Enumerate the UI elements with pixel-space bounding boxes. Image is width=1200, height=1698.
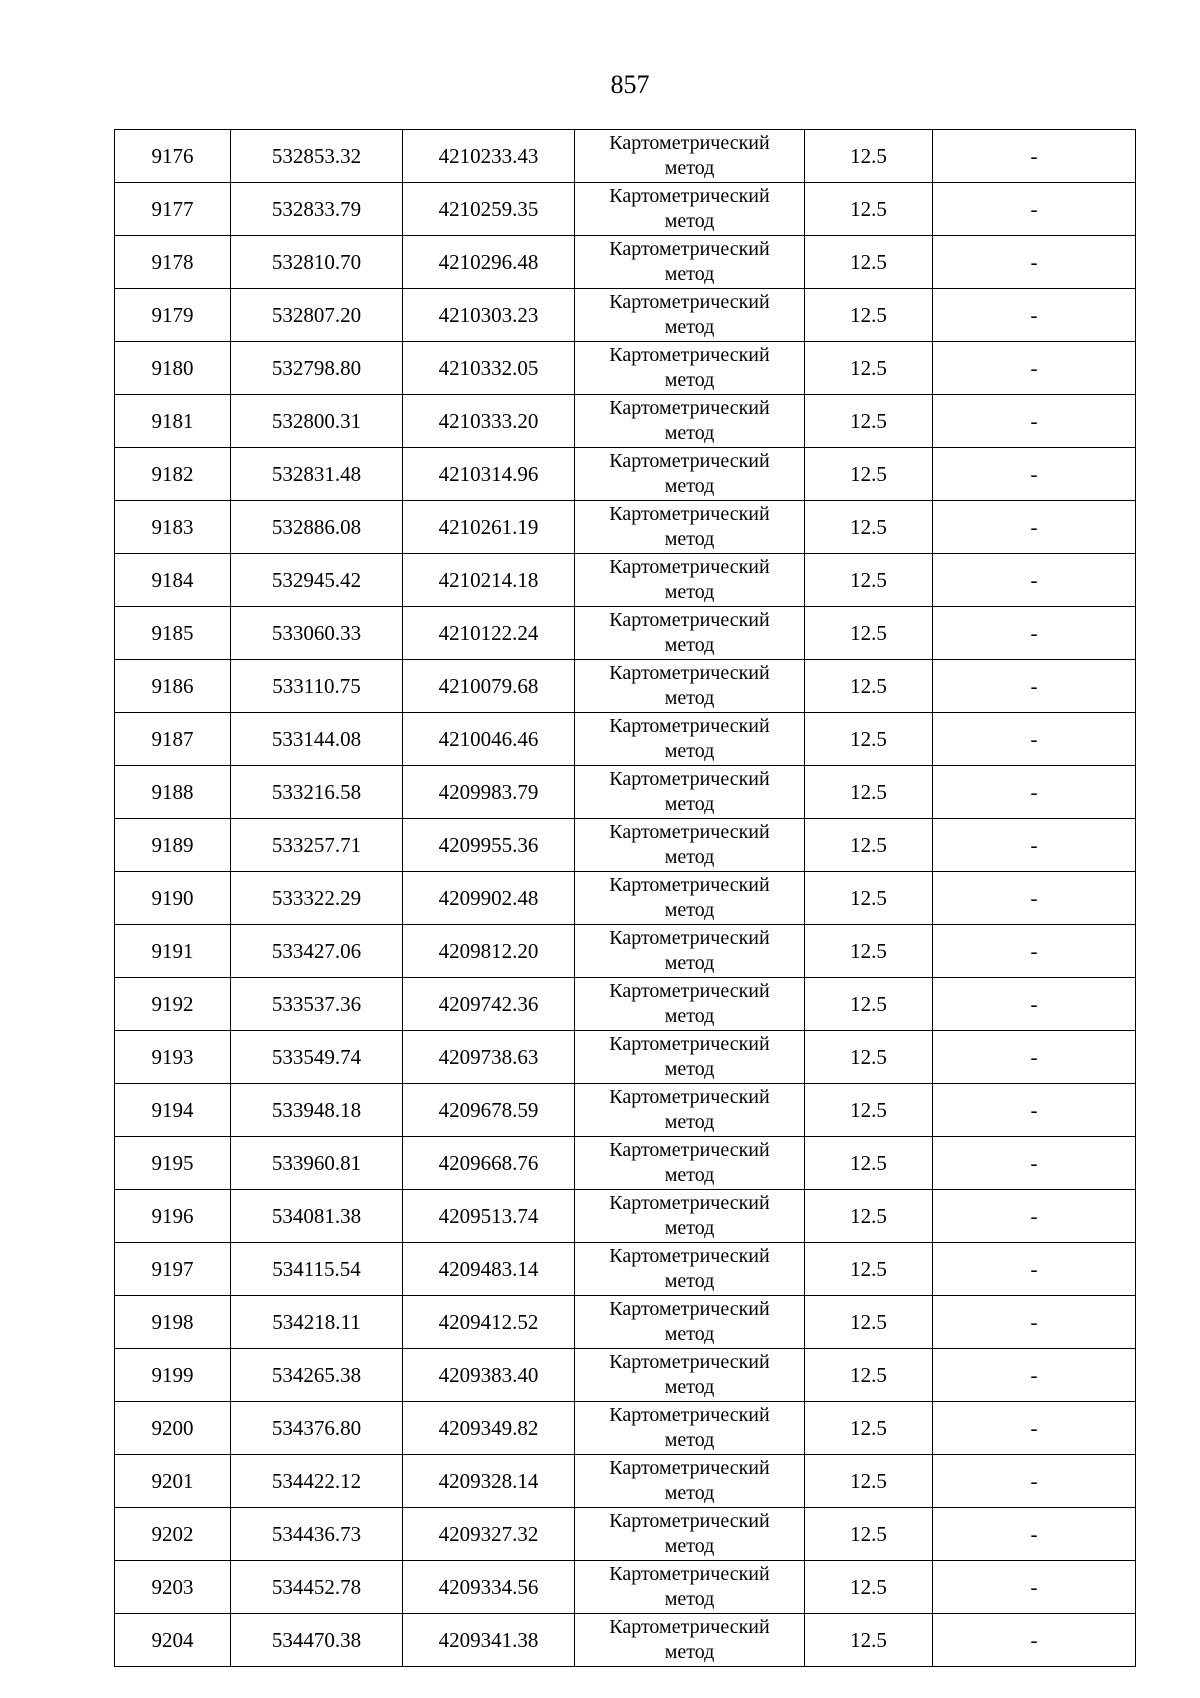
point-number-cell: 9180 bbox=[115, 342, 231, 395]
accuracy-cell: 12.5 bbox=[805, 501, 933, 554]
note-cell: - bbox=[933, 607, 1136, 660]
method-line-1: Картометрический bbox=[609, 1086, 770, 1108]
method-line-2: метод bbox=[664, 369, 715, 391]
method-cell bbox=[575, 395, 805, 448]
point-number-cell: 9186 bbox=[115, 660, 231, 713]
point-number-cell: 9191 bbox=[115, 925, 231, 978]
point-number-cell: 9189 bbox=[115, 819, 231, 872]
note-cell: - bbox=[933, 236, 1136, 289]
method-cell bbox=[575, 1455, 805, 1508]
method-line-1: Картометрический bbox=[609, 874, 770, 896]
note-cell: - bbox=[933, 501, 1136, 554]
point-number-cell: 9178 bbox=[115, 236, 231, 289]
accuracy-cell: 12.5 bbox=[805, 978, 933, 1031]
note-cell: - bbox=[933, 1243, 1136, 1296]
table-row bbox=[115, 395, 1136, 448]
method-cell bbox=[575, 236, 805, 289]
table-row bbox=[115, 713, 1136, 766]
x-coordinate-cell: 532800.31 bbox=[231, 395, 403, 448]
table-row bbox=[115, 872, 1136, 925]
x-coordinate-cell: 532810.70 bbox=[231, 236, 403, 289]
table-row bbox=[115, 1243, 1136, 1296]
method-line-2: метод bbox=[664, 793, 715, 815]
point-number-cell: 9204 bbox=[115, 1614, 231, 1667]
y-coordinate-cell: 4209341.38 bbox=[403, 1614, 575, 1667]
y-coordinate-cell: 4210333.20 bbox=[403, 395, 575, 448]
accuracy-cell: 12.5 bbox=[805, 130, 933, 183]
accuracy-cell: 12.5 bbox=[805, 1561, 933, 1614]
table-row bbox=[115, 1031, 1136, 1084]
accuracy-cell: 12.5 bbox=[805, 1349, 933, 1402]
accuracy-cell: 12.5 bbox=[805, 766, 933, 819]
note-cell: - bbox=[933, 872, 1136, 925]
point-number-cell: 9192 bbox=[115, 978, 231, 1031]
method-line-2: метод bbox=[664, 1058, 715, 1080]
table-row bbox=[115, 978, 1136, 1031]
accuracy-cell: 12.5 bbox=[805, 395, 933, 448]
note-cell: - bbox=[933, 1296, 1136, 1349]
accuracy-cell: 12.5 bbox=[805, 183, 933, 236]
accuracy-cell: 12.5 bbox=[805, 448, 933, 501]
table-row bbox=[115, 501, 1136, 554]
accuracy-cell: 12.5 bbox=[805, 819, 933, 872]
method-line-1: Картометрический bbox=[609, 1404, 770, 1426]
x-coordinate-cell: 534265.38 bbox=[231, 1349, 403, 1402]
method-line-2: метод bbox=[664, 952, 715, 974]
method-line-1: Картометрический bbox=[609, 715, 770, 737]
page-number: 857 bbox=[610, 70, 650, 99]
point-number-cell: 9182 bbox=[115, 448, 231, 501]
x-coordinate-cell: 534376.80 bbox=[231, 1402, 403, 1455]
accuracy-cell: 12.5 bbox=[805, 1508, 933, 1561]
x-coordinate-cell: 532945.42 bbox=[231, 554, 403, 607]
method-line-2: метод bbox=[664, 1005, 715, 1027]
point-number-cell: 9195 bbox=[115, 1137, 231, 1190]
point-number-cell: 9179 bbox=[115, 289, 231, 342]
y-coordinate-cell: 4210046.46 bbox=[403, 713, 575, 766]
method-cell bbox=[575, 1243, 805, 1296]
accuracy-cell: 12.5 bbox=[805, 1614, 933, 1667]
accuracy-cell: 12.5 bbox=[805, 713, 933, 766]
method-cell bbox=[575, 448, 805, 501]
method-cell bbox=[575, 872, 805, 925]
table-row bbox=[115, 183, 1136, 236]
method-line-1: Картометрический bbox=[609, 1245, 770, 1267]
accuracy-cell: 12.5 bbox=[805, 872, 933, 925]
x-coordinate-cell: 533549.74 bbox=[231, 1031, 403, 1084]
y-coordinate-cell: 4210303.23 bbox=[403, 289, 575, 342]
note-cell: - bbox=[933, 289, 1136, 342]
x-coordinate-cell: 532831.48 bbox=[231, 448, 403, 501]
table-row bbox=[115, 660, 1136, 713]
x-coordinate-cell: 533427.06 bbox=[231, 925, 403, 978]
accuracy-cell: 12.5 bbox=[805, 925, 933, 978]
method-line-1: Картометрический bbox=[609, 238, 770, 260]
accuracy-cell: 12.5 bbox=[805, 1137, 933, 1190]
table-row bbox=[115, 236, 1136, 289]
accuracy-cell: 12.5 bbox=[805, 607, 933, 660]
table-row bbox=[115, 925, 1136, 978]
point-number-cell: 9200 bbox=[115, 1402, 231, 1455]
note-cell: - bbox=[933, 1455, 1136, 1508]
method-cell bbox=[575, 183, 805, 236]
point-number-cell: 9176 bbox=[115, 130, 231, 183]
accuracy-cell: 12.5 bbox=[805, 1243, 933, 1296]
method-cell bbox=[575, 978, 805, 1031]
method-line-2: метод bbox=[664, 1376, 715, 1398]
table-row bbox=[115, 342, 1136, 395]
table-row bbox=[115, 1349, 1136, 1402]
method-line-1: Картометрический bbox=[609, 980, 770, 1002]
note-cell: - bbox=[933, 1349, 1136, 1402]
x-coordinate-cell: 533110.75 bbox=[231, 660, 403, 713]
x-coordinate-cell: 534422.12 bbox=[231, 1455, 403, 1508]
accuracy-cell: 12.5 bbox=[805, 1190, 933, 1243]
y-coordinate-cell: 4209483.14 bbox=[403, 1243, 575, 1296]
method-line-2: метод bbox=[664, 740, 715, 762]
method-line-2: метод bbox=[664, 1482, 715, 1504]
x-coordinate-cell: 532833.79 bbox=[231, 183, 403, 236]
y-coordinate-cell: 4209678.59 bbox=[403, 1084, 575, 1137]
y-coordinate-cell: 4209668.76 bbox=[403, 1137, 575, 1190]
method-line-2: метод bbox=[664, 1217, 715, 1239]
x-coordinate-cell: 533960.81 bbox=[231, 1137, 403, 1190]
note-cell: - bbox=[933, 448, 1136, 501]
accuracy-cell: 12.5 bbox=[805, 1455, 933, 1508]
point-number-cell: 9184 bbox=[115, 554, 231, 607]
method-line-1: Картометрический bbox=[609, 1563, 770, 1585]
method-line-2: метод bbox=[664, 687, 715, 709]
point-number-cell: 9196 bbox=[115, 1190, 231, 1243]
accuracy-cell: 12.5 bbox=[805, 660, 933, 713]
table-row bbox=[115, 607, 1136, 660]
x-coordinate-cell: 533060.33 bbox=[231, 607, 403, 660]
method-cell bbox=[575, 660, 805, 713]
y-coordinate-cell: 4209412.52 bbox=[403, 1296, 575, 1349]
x-coordinate-cell: 533216.58 bbox=[231, 766, 403, 819]
method-line-1: Картометрический bbox=[609, 1616, 770, 1638]
y-coordinate-cell: 4209328.14 bbox=[403, 1455, 575, 1508]
x-coordinate-cell: 534115.54 bbox=[231, 1243, 403, 1296]
note-cell: - bbox=[933, 395, 1136, 448]
method-line-1: Картометрический bbox=[609, 344, 770, 366]
x-coordinate-cell: 533537.36 bbox=[231, 978, 403, 1031]
method-cell bbox=[575, 766, 805, 819]
note-cell: - bbox=[933, 130, 1136, 183]
point-number-cell: 9203 bbox=[115, 1561, 231, 1614]
table-row bbox=[115, 554, 1136, 607]
y-coordinate-cell: 4210214.18 bbox=[403, 554, 575, 607]
method-line-2: метод bbox=[664, 1323, 715, 1345]
y-coordinate-cell: 4209812.20 bbox=[403, 925, 575, 978]
method-line-1: Картометрический bbox=[609, 768, 770, 790]
method-line-2: метод bbox=[664, 581, 715, 603]
x-coordinate-cell: 532807.20 bbox=[231, 289, 403, 342]
point-number-cell: 9177 bbox=[115, 183, 231, 236]
method-cell bbox=[575, 1508, 805, 1561]
x-coordinate-cell: 534218.11 bbox=[231, 1296, 403, 1349]
method-line-2: метод bbox=[664, 263, 715, 285]
y-coordinate-cell: 4210233.43 bbox=[403, 130, 575, 183]
y-coordinate-cell: 4210261.19 bbox=[403, 501, 575, 554]
method-line-1: Картометрический bbox=[609, 132, 770, 154]
y-coordinate-cell: 4209955.36 bbox=[403, 819, 575, 872]
method-cell bbox=[575, 1561, 805, 1614]
method-line-1: Картометрический bbox=[609, 503, 770, 525]
table-row bbox=[115, 1561, 1136, 1614]
accuracy-cell: 12.5 bbox=[805, 1031, 933, 1084]
accuracy-cell: 12.5 bbox=[805, 1402, 933, 1455]
table-row bbox=[115, 289, 1136, 342]
x-coordinate-cell: 534081.38 bbox=[231, 1190, 403, 1243]
y-coordinate-cell: 4209738.63 bbox=[403, 1031, 575, 1084]
method-cell bbox=[575, 713, 805, 766]
method-line-2: метод bbox=[664, 1429, 715, 1451]
method-cell bbox=[575, 1402, 805, 1455]
table-row bbox=[115, 766, 1136, 819]
note-cell: - bbox=[933, 978, 1136, 1031]
point-number-cell: 9190 bbox=[115, 872, 231, 925]
table-row bbox=[115, 1455, 1136, 1508]
y-coordinate-cell: 4209327.32 bbox=[403, 1508, 575, 1561]
accuracy-cell: 12.5 bbox=[805, 1084, 933, 1137]
table-row bbox=[115, 1614, 1136, 1667]
method-cell bbox=[575, 130, 805, 183]
method-line-1: Картометрический bbox=[609, 291, 770, 313]
y-coordinate-cell: 4210079.68 bbox=[403, 660, 575, 713]
method-line-1: Картометрический bbox=[609, 609, 770, 631]
note-cell: - bbox=[933, 1614, 1136, 1667]
method-line-2: метод bbox=[664, 1588, 715, 1610]
method-cell bbox=[575, 1137, 805, 1190]
x-coordinate-cell: 532886.08 bbox=[231, 501, 403, 554]
note-cell: - bbox=[933, 1402, 1136, 1455]
method-cell bbox=[575, 607, 805, 660]
note-cell: - bbox=[933, 1031, 1136, 1084]
x-coordinate-cell: 533144.08 bbox=[231, 713, 403, 766]
method-cell bbox=[575, 501, 805, 554]
method-cell bbox=[575, 819, 805, 872]
x-coordinate-cell: 534436.73 bbox=[231, 1508, 403, 1561]
x-coordinate-cell: 534452.78 bbox=[231, 1561, 403, 1614]
method-line-1: Картометрический bbox=[609, 662, 770, 684]
table-row bbox=[115, 448, 1136, 501]
method-line-1: Картометрический bbox=[609, 1457, 770, 1479]
x-coordinate-cell: 532798.80 bbox=[231, 342, 403, 395]
method-line-2: метод bbox=[664, 1535, 715, 1557]
y-coordinate-cell: 4209513.74 bbox=[403, 1190, 575, 1243]
method-line-1: Картометрический bbox=[609, 821, 770, 843]
point-number-cell: 9198 bbox=[115, 1296, 231, 1349]
note-cell: - bbox=[933, 554, 1136, 607]
point-number-cell: 9197 bbox=[115, 1243, 231, 1296]
method-cell bbox=[575, 1296, 805, 1349]
point-number-cell: 9199 bbox=[115, 1349, 231, 1402]
method-line-1: Картометрический bbox=[609, 397, 770, 419]
note-cell: - bbox=[933, 713, 1136, 766]
method-cell bbox=[575, 1614, 805, 1667]
method-line-2: метод bbox=[664, 899, 715, 921]
note-cell: - bbox=[933, 342, 1136, 395]
y-coordinate-cell: 4209383.40 bbox=[403, 1349, 575, 1402]
method-cell bbox=[575, 1349, 805, 1402]
y-coordinate-cell: 4210314.96 bbox=[403, 448, 575, 501]
note-cell: - bbox=[933, 1084, 1136, 1137]
table-row bbox=[115, 130, 1136, 183]
x-coordinate-cell: 534470.38 bbox=[231, 1614, 403, 1667]
x-coordinate-cell: 532853.32 bbox=[231, 130, 403, 183]
method-line-1: Картометрический bbox=[609, 1139, 770, 1161]
accuracy-cell: 12.5 bbox=[805, 342, 933, 395]
method-cell bbox=[575, 289, 805, 342]
method-line-2: метод bbox=[664, 634, 715, 656]
y-coordinate-cell: 4209902.48 bbox=[403, 872, 575, 925]
note-cell: - bbox=[933, 819, 1136, 872]
y-coordinate-cell: 4210259.35 bbox=[403, 183, 575, 236]
table-row bbox=[115, 1296, 1136, 1349]
accuracy-cell: 12.5 bbox=[805, 236, 933, 289]
method-line-1: Картометрический bbox=[609, 556, 770, 578]
x-coordinate-cell: 533948.18 bbox=[231, 1084, 403, 1137]
table-row bbox=[115, 819, 1136, 872]
note-cell: - bbox=[933, 766, 1136, 819]
accuracy-cell: 12.5 bbox=[805, 1296, 933, 1349]
method-line-1: Картометрический bbox=[609, 1351, 770, 1373]
method-line-1: Картометрический bbox=[609, 185, 770, 207]
method-line-2: метод bbox=[664, 1164, 715, 1186]
note-cell: - bbox=[933, 1137, 1136, 1190]
note-cell: - bbox=[933, 1561, 1136, 1614]
x-coordinate-cell: 533322.29 bbox=[231, 872, 403, 925]
point-number-cell: 9188 bbox=[115, 766, 231, 819]
method-line-1: Картометрический bbox=[609, 1033, 770, 1055]
point-number-cell: 9187 bbox=[115, 713, 231, 766]
method-line-2: метод bbox=[664, 528, 715, 550]
accuracy-cell: 12.5 bbox=[805, 554, 933, 607]
method-line-2: метод bbox=[664, 210, 715, 232]
method-line-2: метод bbox=[664, 475, 715, 497]
point-number-cell: 9185 bbox=[115, 607, 231, 660]
table-row bbox=[115, 1190, 1136, 1243]
method-cell bbox=[575, 342, 805, 395]
note-cell: - bbox=[933, 183, 1136, 236]
table-row bbox=[115, 1084, 1136, 1137]
coordinates-table bbox=[114, 129, 1136, 1667]
method-cell bbox=[575, 1190, 805, 1243]
note-cell: - bbox=[933, 925, 1136, 978]
accuracy-cell: 12.5 bbox=[805, 289, 933, 342]
y-coordinate-cell: 4209334.56 bbox=[403, 1561, 575, 1614]
method-line-2: метод bbox=[664, 157, 715, 179]
y-coordinate-cell: 4209983.79 bbox=[403, 766, 575, 819]
y-coordinate-cell: 4209742.36 bbox=[403, 978, 575, 1031]
table-row bbox=[115, 1402, 1136, 1455]
method-line-1: Картометрический bbox=[609, 1510, 770, 1532]
note-cell: - bbox=[933, 1190, 1136, 1243]
method-line-2: метод bbox=[664, 846, 715, 868]
method-line-1: Картометрический bbox=[609, 450, 770, 472]
table-row bbox=[115, 1508, 1136, 1561]
point-number-cell: 9181 bbox=[115, 395, 231, 448]
point-number-cell: 9201 bbox=[115, 1455, 231, 1508]
note-cell: - bbox=[933, 660, 1136, 713]
method-cell bbox=[575, 554, 805, 607]
method-line-2: метод bbox=[664, 1641, 715, 1663]
point-number-cell: 9183 bbox=[115, 501, 231, 554]
method-line-1: Картометрический bbox=[609, 927, 770, 949]
y-coordinate-cell: 4209349.82 bbox=[403, 1402, 575, 1455]
method-cell bbox=[575, 925, 805, 978]
point-number-cell: 9193 bbox=[115, 1031, 231, 1084]
y-coordinate-cell: 4210332.05 bbox=[403, 342, 575, 395]
method-line-2: метод bbox=[664, 316, 715, 338]
method-cell bbox=[575, 1084, 805, 1137]
point-number-cell: 9202 bbox=[115, 1508, 231, 1561]
method-cell bbox=[575, 1031, 805, 1084]
table-row bbox=[115, 1137, 1136, 1190]
x-coordinate-cell: 533257.71 bbox=[231, 819, 403, 872]
method-line-2: метод bbox=[664, 422, 715, 444]
method-line-1: Картометрический bbox=[609, 1192, 770, 1214]
point-number-cell: 9194 bbox=[115, 1084, 231, 1137]
method-line-2: метод bbox=[664, 1270, 715, 1292]
coordinates-table-body bbox=[115, 130, 1136, 1667]
y-coordinate-cell: 4210122.24 bbox=[403, 607, 575, 660]
note-cell: - bbox=[933, 1508, 1136, 1561]
y-coordinate-cell: 4210296.48 bbox=[403, 236, 575, 289]
method-line-1: Картометрический bbox=[609, 1298, 770, 1320]
method-line-2: метод bbox=[664, 1111, 715, 1133]
